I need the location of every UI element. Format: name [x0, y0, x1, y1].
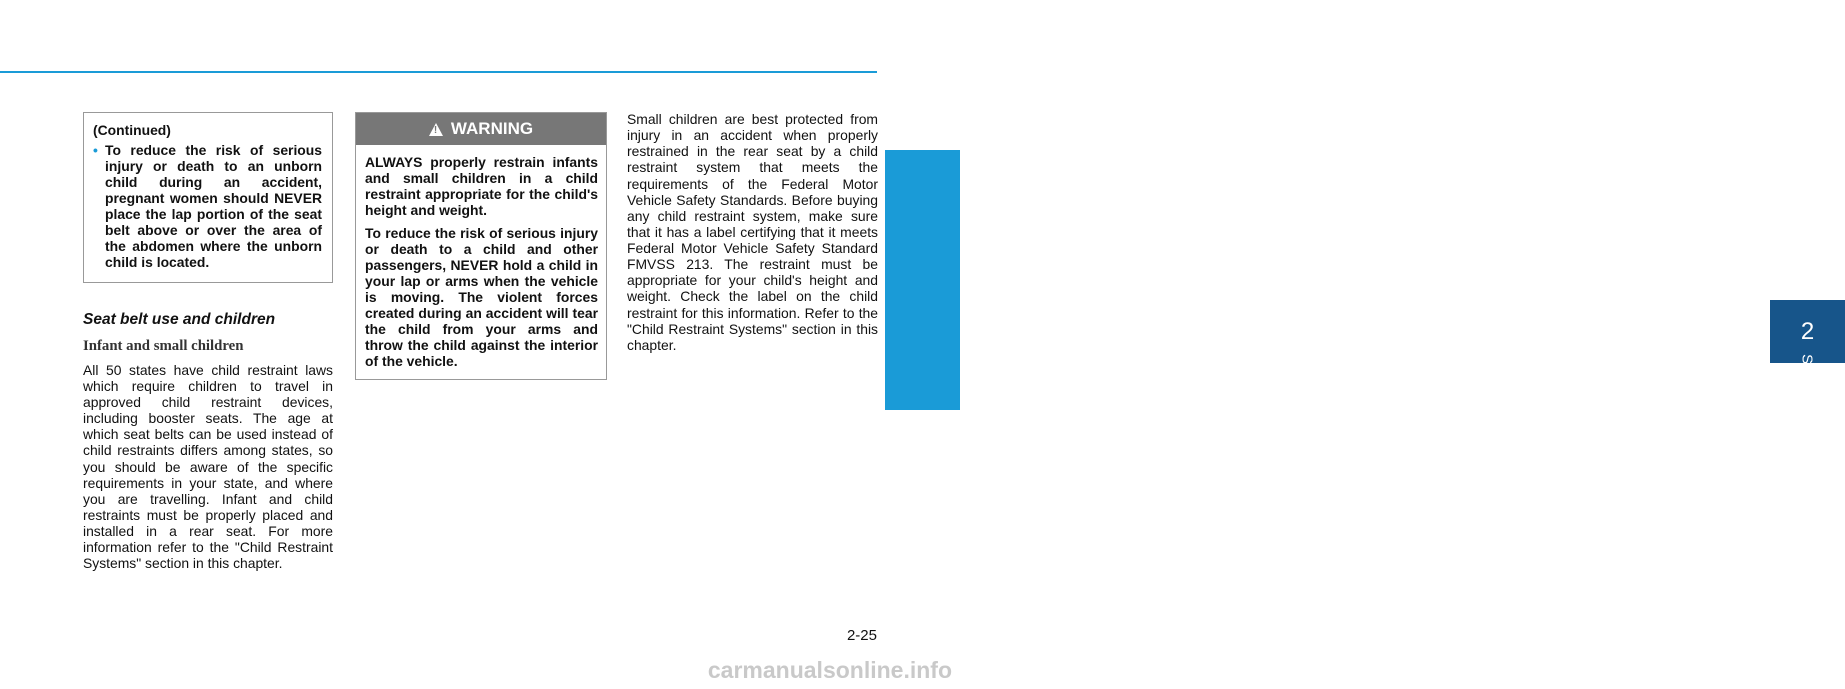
- chapter-side-tab[interactable]: [885, 150, 1816, 558]
- chapter-number: 2: [1770, 300, 1845, 363]
- warning-header: [356, 113, 606, 145]
- warning-paragraph: To reduce the risk of serious injury or death to a child and other passengers, NEVER hold a child in your lap or arms when the vehicle is moving. The violent forces created during an accident will tear the child from your arms and throw the child against the interior of the vehicle.: [365, 224, 598, 369]
- warning-paragraph: ALWAYS properly restrain infants and small children in a child restraint appropriate for the child's height and weight.: [365, 154, 598, 218]
- continued-box: [83, 112, 333, 283]
- continued-heading: (Continued): [93, 122, 171, 138]
- watermark[interactable]: carmanualsonline.info: [707, 657, 952, 683]
- right-column-text: Small children are best protected from injury in an accident when properly restrained in the rear seat by a child restraint system that meets the requirements of the Federal Motor Vehicle Safety Standards. Before buying any child restraint system, make sure that it has a label certifying that it meets Federal Motor Vehicle Safety Standard FMVSS 213. The restraint must be appropriate for your child's height and weight. Check the label on the child restraint for this information. Refer to the "Child Restraint Systems" section in this chapter.: [627, 111, 878, 353]
- continued-bullet-text: To reduce the risk of serious injury or death to an unborn child during an accident, pregnant women should NEVER place the lap portion of the seat belt above or over the area of the abdomen where the unborn child is located.: [105, 141, 322, 270]
- bullet-dot-icon: •: [93, 141, 98, 158]
- continued-bullet: [93, 142, 322, 270]
- section-subtitle: Infant and small children: [83, 337, 244, 354]
- warning-body: [356, 145, 606, 379]
- section-body: All 50 states have child restraint laws which require children to travel in approved child restraint devices, including booster seats. The age at which seat belts can be used instead of child restraints differs among states, so you should be aware of the specific requirements in your state, and where you are travelling. Infant and child restraints must be properly placed and installed in a rear seat. For more information refer to the "Child Restraint Systems" section in this chapter.: [83, 361, 333, 572]
- warning-triangle-icon: !: [429, 123, 443, 136]
- left-column: [83, 112, 333, 571]
- header-rule: [0, 71, 877, 73]
- warning-box: [355, 112, 607, 380]
- warning-label: WARNING: [450, 119, 534, 138]
- section-title: Seat belt use and children: [83, 310, 276, 328]
- chapter-title: Safety system of your vehicle: [1798, 354, 1816, 558]
- page-number: 2-25: [846, 627, 877, 644]
